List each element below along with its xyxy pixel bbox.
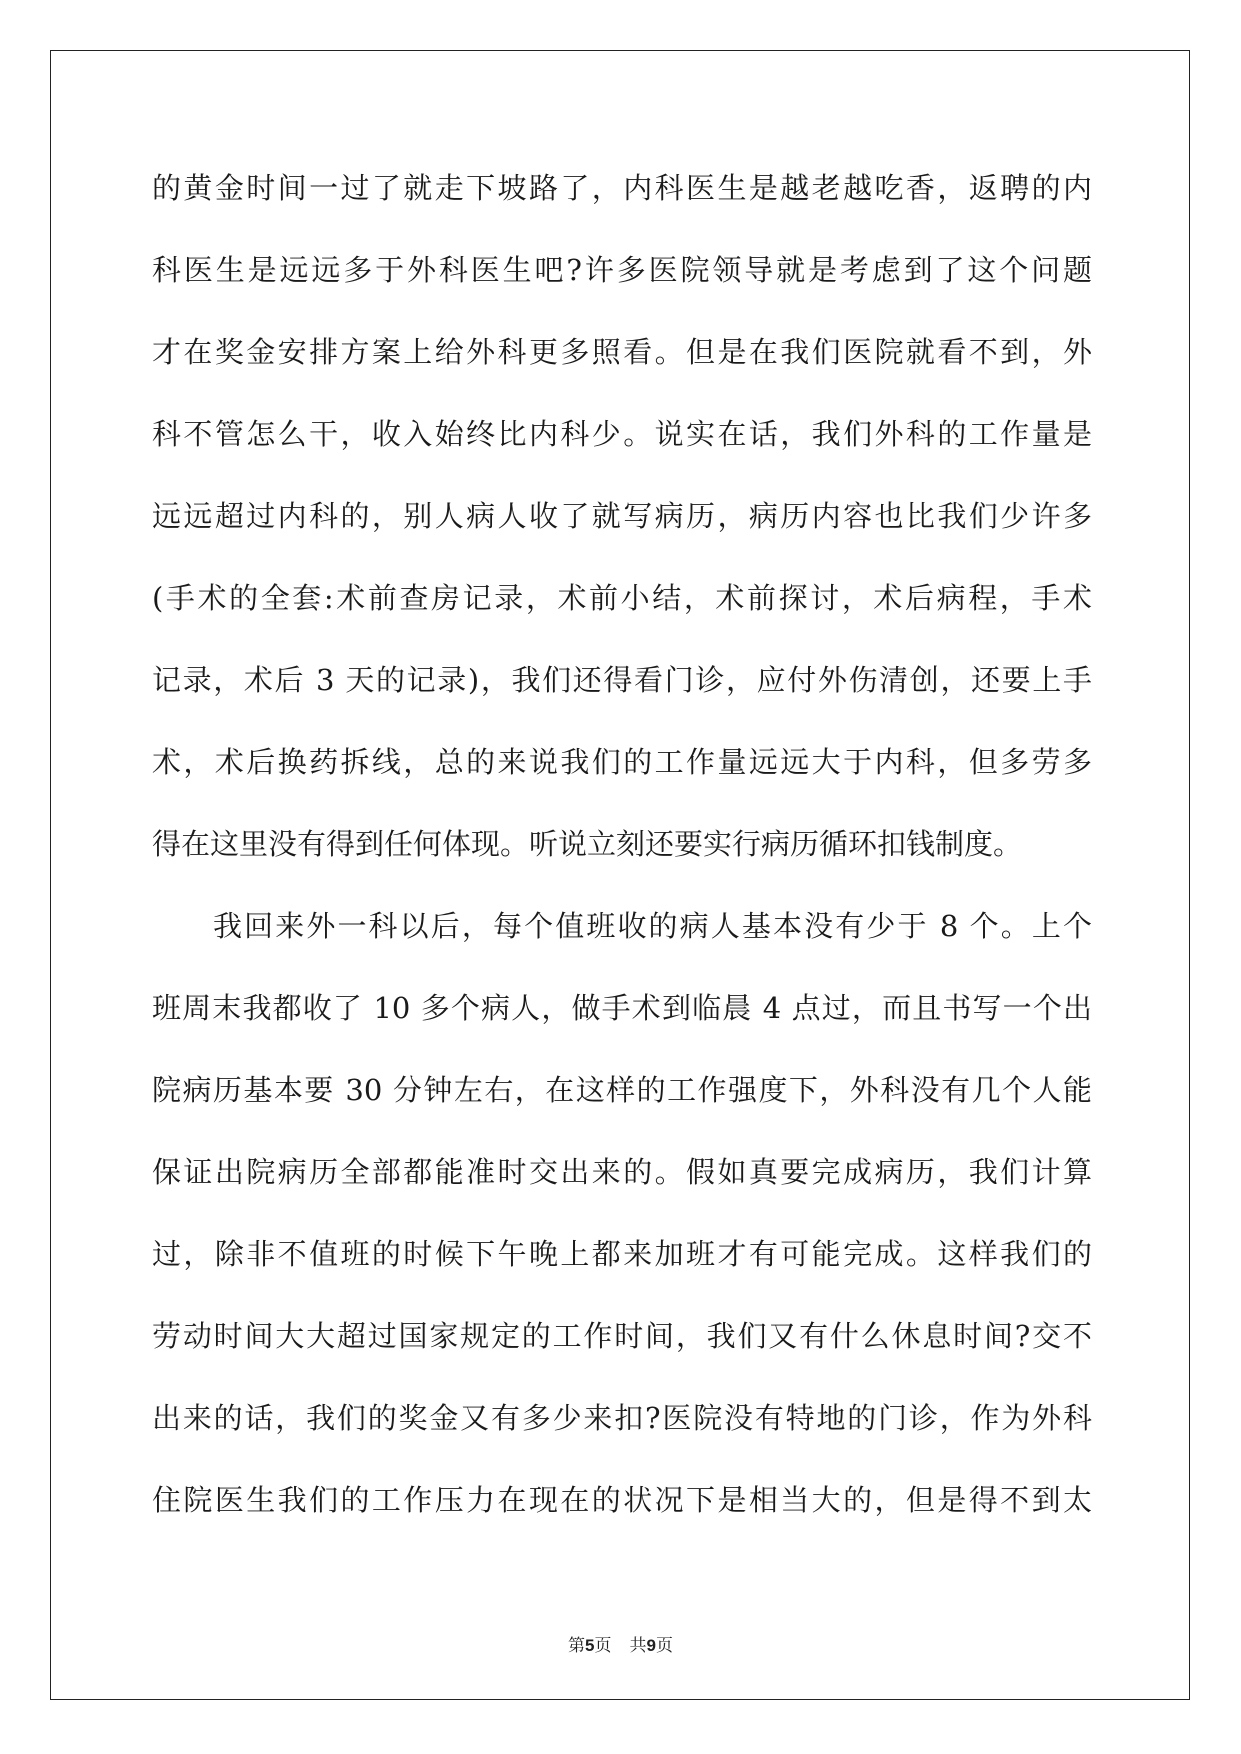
page-footer xyxy=(0,1631,1241,1656)
footer-total-unit: 页 xyxy=(655,1636,673,1656)
paragraph-start-line: 我回来外一科以后，每个值班收的病人基本没有少于 8 个。上个 xyxy=(213,909,1092,943)
text-line: 远远超过内科的，别人病人收了就写病历，病历内容也比我们少许多 xyxy=(152,499,1092,533)
text-line: 住院医生我们的工作压力在现在的状况下是相当大的，但是得不到太 xyxy=(152,1483,1092,1517)
text-line: 记录，术后 3 天的记录)，我们还得看门诊，应付外伤清创，还要上手 xyxy=(152,663,1092,697)
total-pages-number: 9 xyxy=(646,1636,656,1655)
body-text xyxy=(152,160,1092,1554)
text-line: 科医生是远远多于外科医生吧?许多医院领导就是考虑到了这个问题 xyxy=(152,253,1092,287)
text-line: 劳动时间大大超过国家规定的工作时间，我们又有什么休息时间?交不 xyxy=(152,1319,1092,1353)
footer-prefix: 第 xyxy=(568,1636,586,1656)
text-line: 出来的话，我们的奖金又有多少来扣?医院没有特地的门诊，作为外科 xyxy=(152,1401,1092,1435)
text-line: 才在奖金安排方案上给外科更多照看。但是在我们医院就看不到，外 xyxy=(152,335,1092,369)
text-line: 术，术后换药拆线，总的来说我们的工作量远远大于内科，但多劳多 xyxy=(152,745,1092,779)
text-line: 保证出院病历全部都能准时交出来的。假如真要完成病历，我们计算 xyxy=(152,1155,1092,1189)
current-page-number: 5 xyxy=(585,1636,595,1655)
text-line: 的黄金时间一过了就走下坡路了，内科医生是越老越吃香，返聘的内 xyxy=(152,171,1092,205)
text-line: 科不管怎么干，收入始终比内科少。说实在话，我们外科的工作量是 xyxy=(152,417,1092,451)
text-line: 得在这里没有得到任何体现。听说立刻还要实行病历循环扣钱制度。 xyxy=(152,827,1023,861)
footer-total-prefix: 共 xyxy=(629,1636,647,1656)
text-line: 院病历基本要 30 分钟左右，在这样的工作强度下，外科没有几个人能 xyxy=(152,1073,1092,1107)
text-line: (手术的全套:术前查房记录，术前小结，术前探讨，术后病程，手术 xyxy=(152,581,1092,615)
footer-page-unit: 页 xyxy=(594,1636,612,1656)
text-line: 班周末我都收了 10 多个病人，做手术到临晨 4 点过，而且书写一个出 xyxy=(152,991,1092,1025)
text-line: 过，除非不值班的时候下午晚上都来加班才有可能完成。这样我们的 xyxy=(152,1237,1092,1271)
